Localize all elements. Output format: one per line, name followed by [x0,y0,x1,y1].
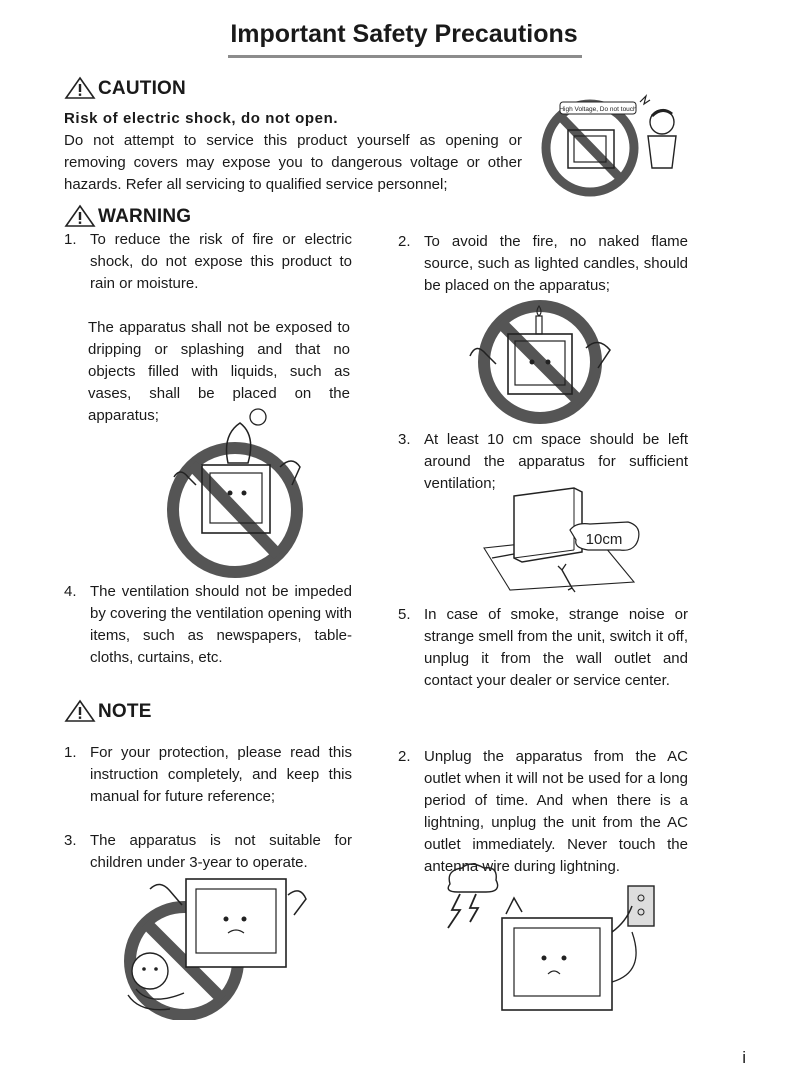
warning-item-5 [398,604,688,692]
warning-item-text: To avoid the fire, no naked flame source, such as lighted candles, should be placed on the apparatus; [424,233,688,294]
warning-item-4 [64,581,352,669]
warning-item-1-continued: The apparatus shall not be exposed to dripping or splashing and that no objects filled with liquids, such as vases, shall be placed on the apparatus; [88,319,350,424]
page-title: Important Safety Precautions [230,20,578,48]
ventilation-spacing-illustration [478,478,646,596]
spacing-label: 10cm [585,531,623,548]
warning-item-number: 5. [398,606,411,623]
note-item-number: 3. [64,832,77,849]
note-item-number: 2. [398,748,411,765]
warning-item-1 [64,229,352,295]
page-number: i [742,1048,746,1067]
warning-triangle-icon [64,699,96,723]
note-item-text: For your protection, please read this instruction completely, and keep this manual for future reference; [90,744,352,805]
warning-item-number: 2. [398,233,411,250]
note-item-text: The apparatus is not suitable for children under 3-year to operate. [90,832,352,871]
child-and-tv-illustration [110,875,310,1020]
caution-subheading: Risk of electric shock, do not open. [64,110,339,127]
warning-heading [64,204,191,228]
warning-item-number: 3. [398,431,411,448]
note-item-3 [64,830,352,874]
warning-label: WARNING [98,206,192,227]
caution-label: CAUTION [98,78,186,99]
caution-text: Do not attempt to service this product yourself as opening or removing covers may expose you to dangerous voltage or other hazards. Refer all servicing to qualified service personnel; [64,132,522,193]
vase-on-tv-illustration [160,405,320,580]
caution-heading [64,76,186,100]
note-heading [64,699,152,723]
high-voltage-caption: High Voltage, Do not touch [559,106,637,113]
warning-item-text: To reduce the risk of fire or electric shock, do not expose this product to rain or moisture. [90,231,352,292]
warning-triangle-icon [64,204,96,228]
warning-item-text: The ventilation should not be impeded by covering the ventilation opening with items, such as newspapers, table-cloths, curtains, etc. [90,583,352,666]
candle-on-tv-illustration [462,298,622,426]
note-item-number: 1. [64,744,77,761]
note-item-1 [64,742,352,808]
high-voltage-illustration [540,92,690,200]
lightning-unplug-illustration [436,862,666,1022]
title-underline [228,55,582,58]
warning-item-text: At least 10 cm space should be left around the apparatus for sufficient ventilation; [424,431,688,492]
warning-item-2 [398,231,688,297]
note-label: NOTE [98,701,152,722]
warning-item-number: 1. [64,231,77,248]
warning-item-text: In case of smoke, strange noise or strange smell from the unit, switch it off, unplug it from the wall outlet and contact your dealer or service center. [424,606,688,689]
note-item-text: Unplug the apparatus from the AC outlet when it will not be used for a long period of time. And when there is a lightning, unplug the unit from the AC outlet immediately. Never touch the antenna wire during lightning. [424,748,688,875]
warning-triangle-icon [64,76,96,100]
warning-item-number: 4. [64,583,77,600]
note-item-2 [398,746,688,878]
